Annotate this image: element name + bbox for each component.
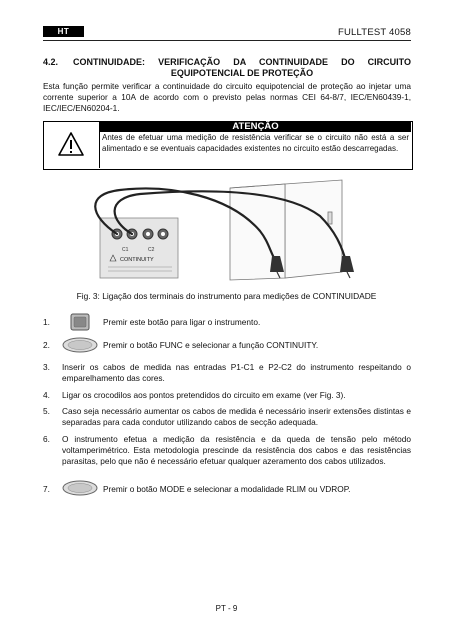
step-number: 5. bbox=[43, 406, 50, 416]
instrument-panel bbox=[100, 218, 178, 278]
step-text: Inserir os cabos de medida nas entradas P1-C1 e P2-C2 do instrumento respeitando o emparelhamento das cores. bbox=[62, 362, 411, 383]
connection-figure bbox=[80, 176, 380, 284]
step-number: 2. bbox=[43, 340, 50, 350]
warning-icon-cell bbox=[43, 121, 100, 168]
step-number: 4. bbox=[43, 390, 50, 400]
step-number: 7. bbox=[43, 484, 50, 494]
step-text: O instrumento efetua a medição da resistência e da queda de tensão pelo método voltamperimétrico. Esta metodologia prescinde da resistência dos cabos e das resistências parasitas, pelo que não é necessário efetuar qualquer azeramento dos cabos utilizados. bbox=[62, 434, 411, 466]
terminal-c2-label: C2 bbox=[148, 247, 155, 253]
step-text: Ligar os crocodilos aos pontos pretendidos do circuito em exame (ver Fig. 3). bbox=[62, 390, 346, 400]
step-number: 6. bbox=[43, 434, 50, 444]
product-name: FULLTEST 4058 bbox=[337, 27, 411, 38]
step-7 bbox=[0, 480, 453, 498]
warning-triangle-icon bbox=[43, 121, 99, 168]
step-text: Premir o botão MODE e selecionar a modalidade RLIM ou VDROP. bbox=[103, 484, 351, 494]
step-number: 3. bbox=[43, 362, 50, 372]
page-number: PT - 9 bbox=[215, 604, 238, 613]
step-1 bbox=[0, 313, 453, 333]
step-text: Caso seja necessário aumentar os cabos de medida é necessário inserir extensões distintas e separadas para cada condutor utilizando cabos de secção adequada. bbox=[62, 406, 411, 427]
section-number: 4.2. bbox=[43, 57, 59, 67]
intro-paragraph: Esta função permite verificar a continuidade do circuito equipotencial de proteção ao injetar uma corrente superior a 10A de acordo com o previsto pelas normas CEI 64-8/7, IEC/EN60439-1, IEC/IEC/EN60204-1. bbox=[43, 81, 411, 113]
warning-header: ATENÇÃO bbox=[100, 121, 411, 132]
panel-continuity-label: CONTINUITY bbox=[120, 257, 154, 263]
header-divider bbox=[43, 40, 411, 41]
section-title-line1: CONTINUIDADE: VERIFICAÇÃO DA CONTINUIDADE DO CIRCUITO bbox=[73, 57, 411, 67]
connection-diagram bbox=[80, 176, 380, 284]
warning-text: Antes de efetuar uma medição de resistência verificar se o circuito não está a ser alimentado e se eventuais capacidades existentes no circuito estão descarregadas. bbox=[102, 133, 409, 153]
func-button-icon bbox=[62, 337, 98, 353]
step-number: 1. bbox=[43, 317, 50, 327]
section-title-line2: EQUIPOTENCIAL DE PROTEÇÃO bbox=[170, 68, 314, 78]
mode-button-icon bbox=[62, 480, 98, 496]
power-button-icon bbox=[70, 313, 90, 331]
step-text: Premir este botão para ligar o instrumento. bbox=[103, 317, 261, 327]
terminal-c1-label: C1 bbox=[122, 247, 129, 253]
brand-logo: HT bbox=[43, 26, 84, 37]
step-text: Premir o botão FUNC e selecionar a função CONTINUITY. bbox=[103, 340, 319, 350]
electrical-cabinet bbox=[230, 180, 342, 280]
step-2 bbox=[0, 337, 453, 355]
figure-caption: Fig. 3: Ligação dos terminais do instrumento para medições de CONTINUIDADE bbox=[76, 291, 377, 301]
